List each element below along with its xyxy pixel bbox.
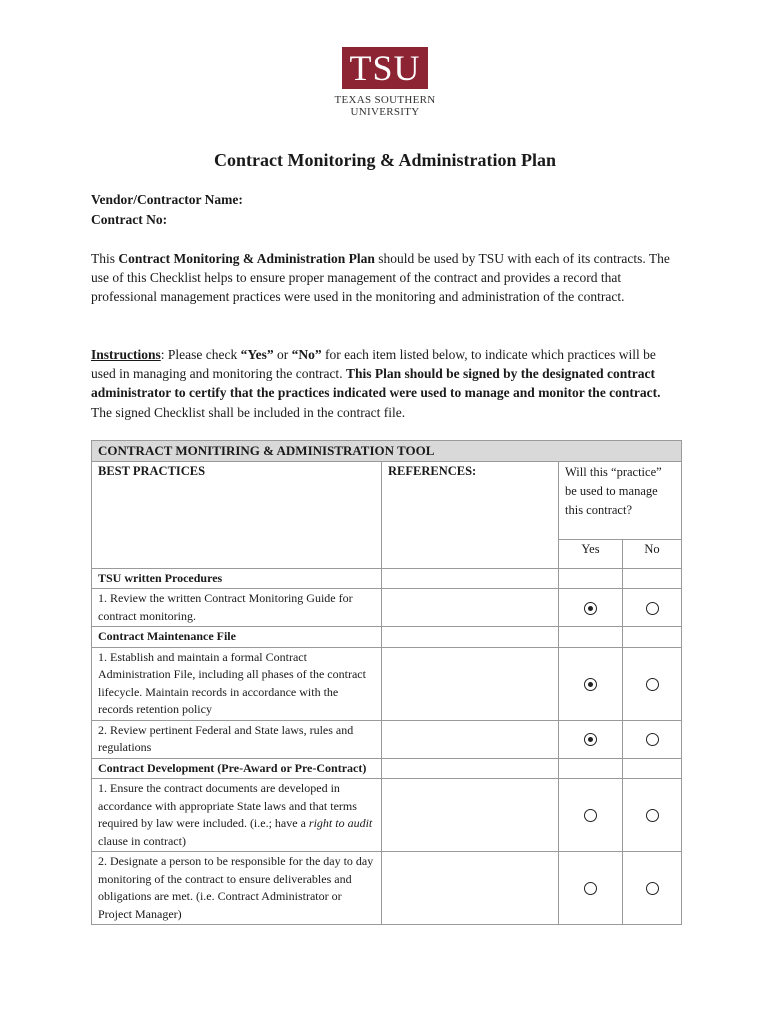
university-name: TEXAS SOUTHERN UNIVERSITY xyxy=(334,94,436,118)
section-title: Contract Maintenance File xyxy=(92,627,382,648)
contract-no-label: Contract No: xyxy=(91,212,168,227)
no-radio[interactable] xyxy=(646,602,659,615)
practice-question-header: Will this “practice” be used to manage this contract? xyxy=(559,461,682,539)
table-title-row xyxy=(92,441,682,462)
table-row xyxy=(92,779,682,852)
practice-text: 1. Establish and maintain a formal Contract Administration File, including all phases of the contract lifecycle. Maintain records in accordance with the records retention policy xyxy=(92,647,382,720)
monitoring-tool-table xyxy=(91,440,682,925)
table-row xyxy=(92,720,682,758)
references-header: REFERENCES: xyxy=(382,461,559,568)
table-row xyxy=(92,589,682,627)
instructions-paragraph: Instructions: Please check “Yes” or “No” for each item listed below, to indicate which practices will be used in managing and monitoring the contract. This Plan should be signed by the designated contract administrator to certify that the practices indicated were used to manage and monitor the contract. The signed Checklist shall be included in the contract file. xyxy=(91,347,661,420)
section-title: Contract Development (Pre-Award or Pre-Contract) xyxy=(92,758,382,779)
no-radio[interactable] xyxy=(646,678,659,691)
yes-radio[interactable] xyxy=(584,809,597,822)
section-row xyxy=(92,758,682,779)
no-header: No xyxy=(623,539,682,568)
no-radio[interactable] xyxy=(646,809,659,822)
table-row xyxy=(92,647,682,720)
section-title: TSU written Procedures xyxy=(92,568,382,589)
table-title: CONTRACT MONITIRING & ADMINISTRATION TOOL xyxy=(92,441,682,462)
practice-text: 2. Review pertinent Federal and State laws, rules and regulations xyxy=(92,720,382,758)
section-row xyxy=(92,568,682,589)
yes-radio[interactable] xyxy=(584,678,597,691)
yes-radio[interactable] xyxy=(584,602,597,615)
table-row xyxy=(92,852,682,925)
yes-radio[interactable] xyxy=(584,882,597,895)
university-logo: TSU xyxy=(342,47,428,89)
practice-text: 1. Ensure the contract documents are developed in accordance with appropriate State laws and that terms required by law were included. (i.e.; have a right to audit clause in contract) xyxy=(92,779,382,852)
no-radio[interactable] xyxy=(646,733,659,746)
page-title: Contract Monitoring & Administration Plan xyxy=(214,150,556,170)
yes-radio[interactable] xyxy=(584,733,597,746)
practice-text: 2. Designate a person to be responsible for the day to day monitoring of the contract to ensure deliverables and obligations are met. (i.e. Contract Administrator or Project Manager) xyxy=(92,852,382,925)
yes-header: Yes xyxy=(559,539,623,568)
intro-paragraph: This Contract Monitoring & Administration Plan should be used by TSU with each of its contracts. The use of this Checklist helps to ensure proper management of the contract and provides a record that professional management practices were used in the monitoring and administration of the contract. xyxy=(91,251,670,305)
section-row xyxy=(92,627,682,648)
vendor-name-label: Vendor/Contractor Name: xyxy=(91,192,243,207)
best-practices-header: BEST PRACTICES xyxy=(92,461,382,568)
practice-text: 1. Review the written Contract Monitoring Guide for contract monitoring. xyxy=(92,589,382,627)
column-header-row xyxy=(92,461,682,539)
no-radio[interactable] xyxy=(646,882,659,895)
